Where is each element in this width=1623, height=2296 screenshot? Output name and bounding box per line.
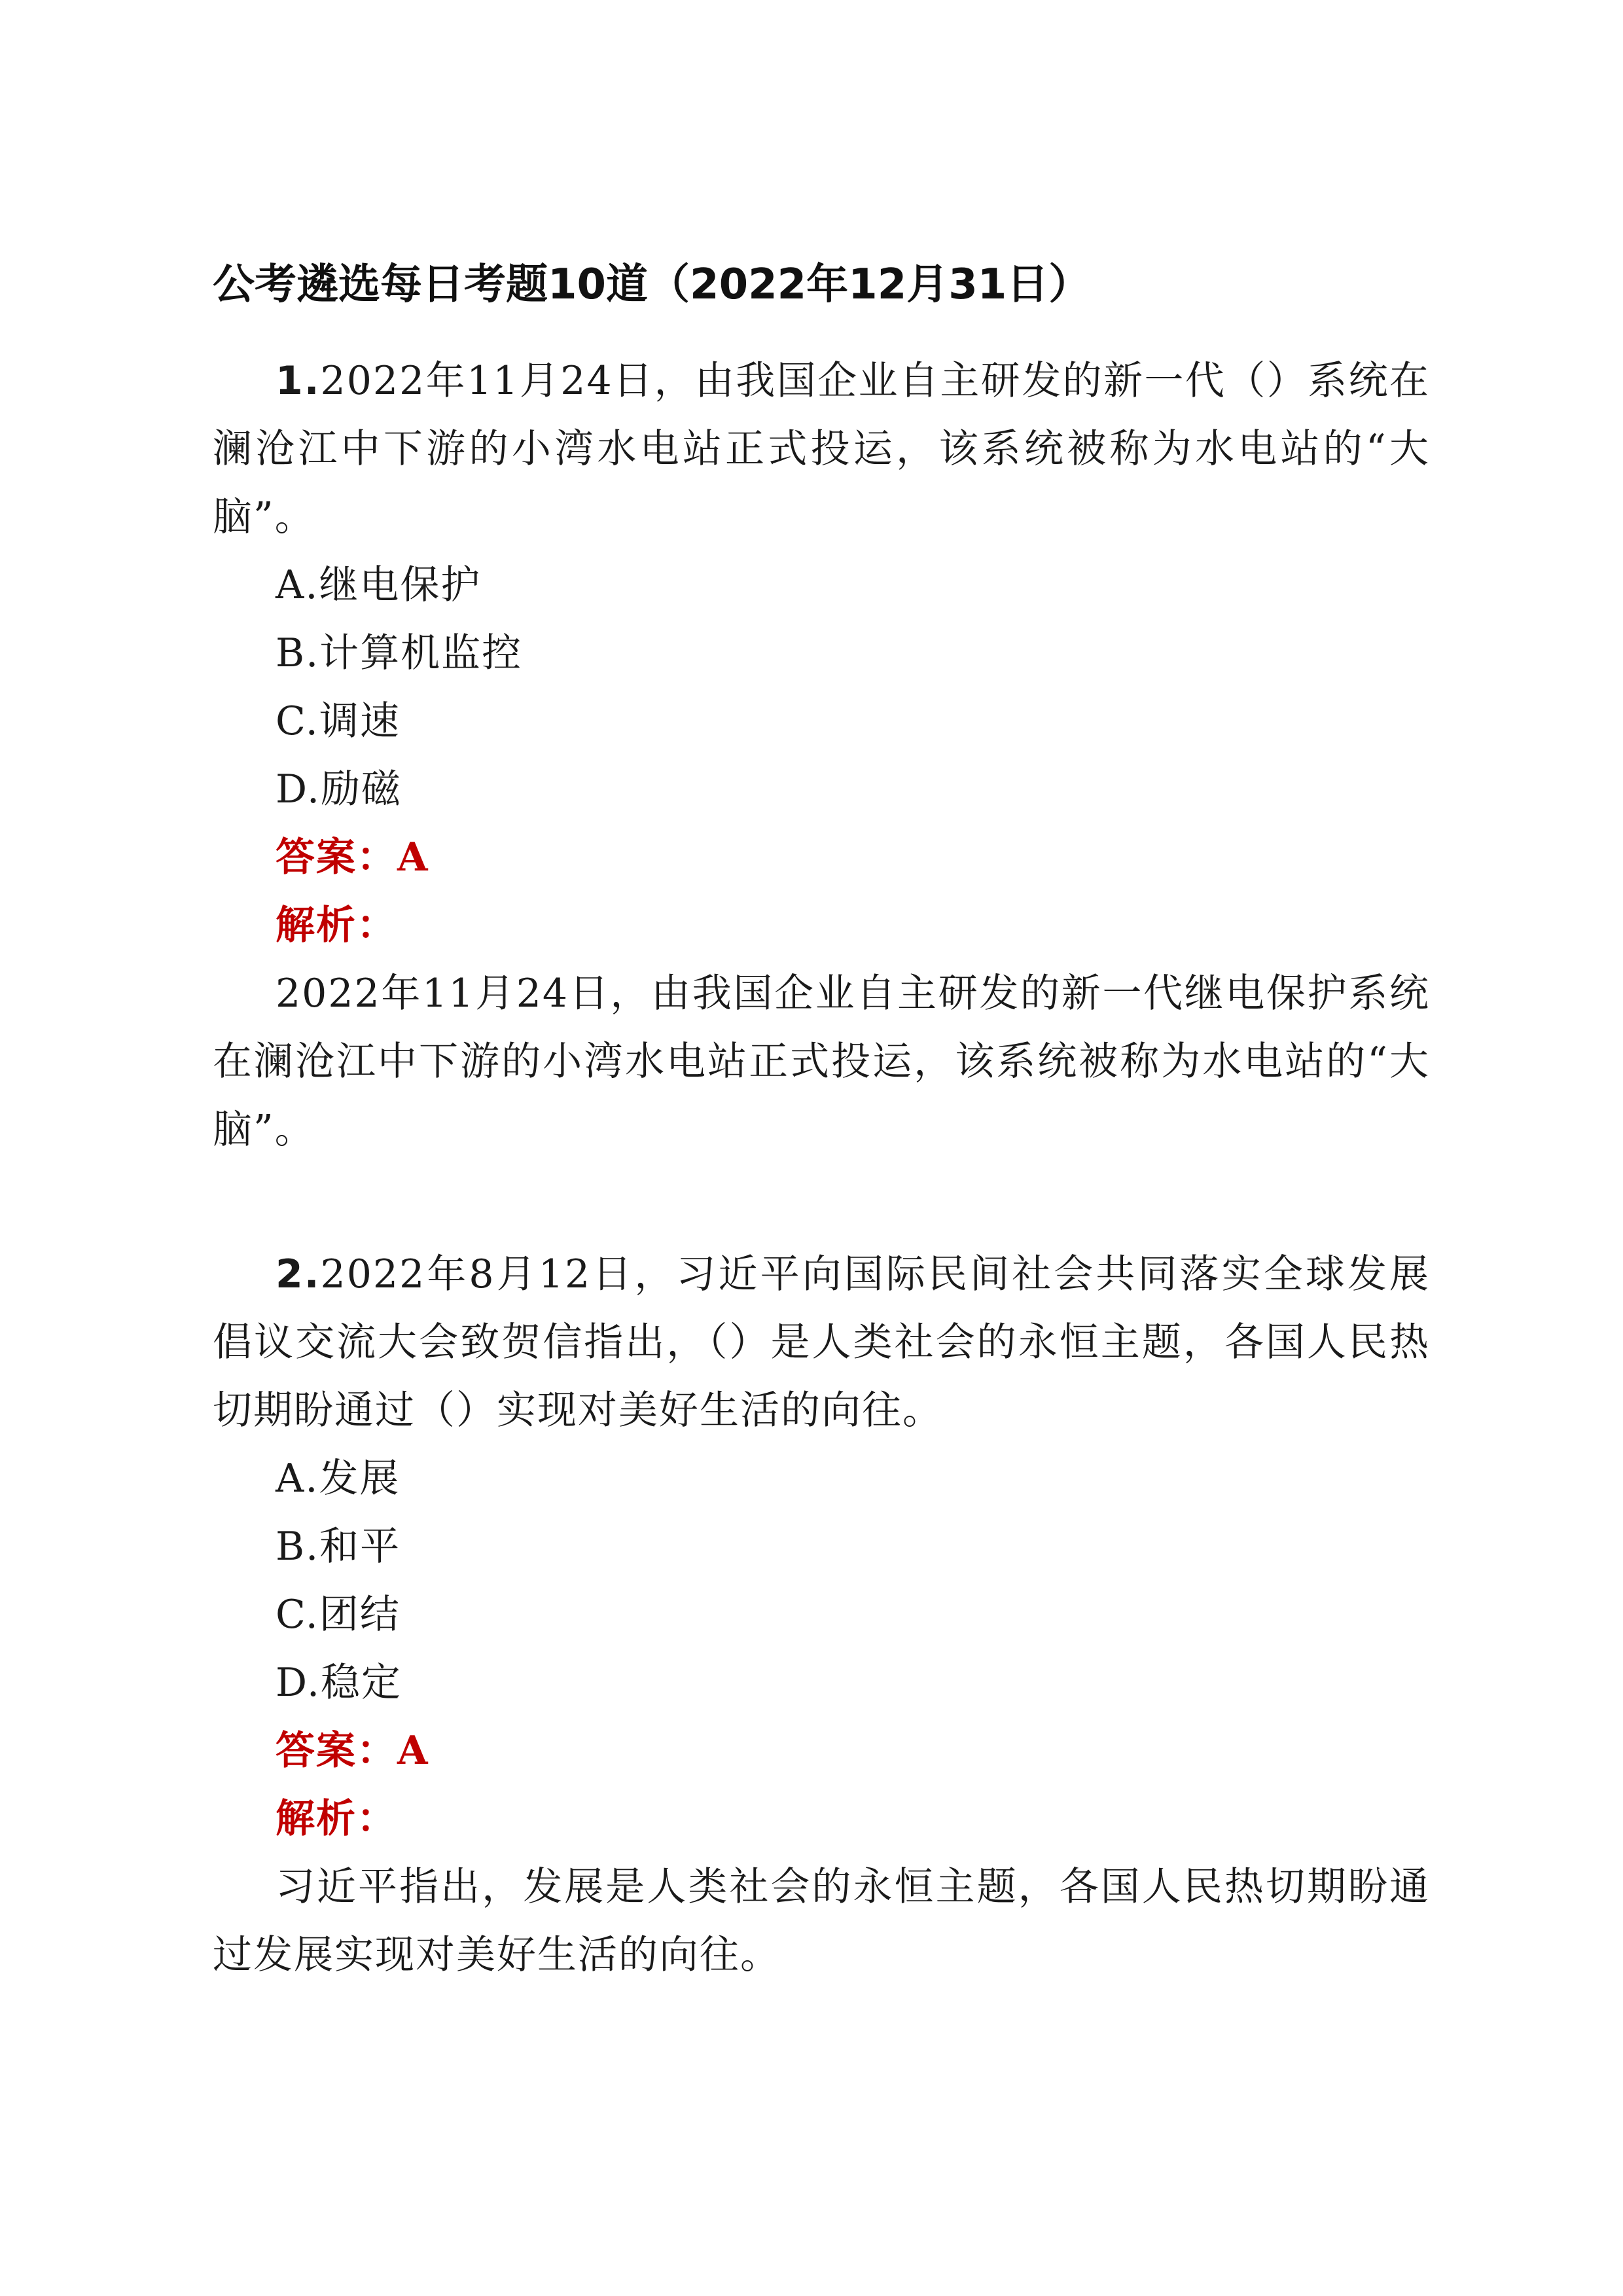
option-b: B.和平 <box>276 1524 401 1570</box>
option-a: A.继电保护 <box>276 562 482 608</box>
question-1 <box>213 347 1430 1164</box>
option-c: C.调速 <box>276 698 401 744</box>
question-number: 2. <box>276 1251 321 1297</box>
analysis-text: 2022年11月24日，由我国企业自主研发的新一代继电保护系统在澜沧江中下游的小湾水电站正式投运，该系统被称为水电站的“大脑”。 <box>213 971 1430 1153</box>
answer-line: 答案：A <box>276 834 429 880</box>
option-d: D.稳定 <box>276 1660 402 1706</box>
page-title: 公考遴选每日考题10道（2022年12月31日） <box>213 260 1091 309</box>
analysis-label: 解析： <box>276 1796 397 1842</box>
option-d: D.励磁 <box>276 766 402 812</box>
answer-line: 答案：A <box>276 1728 429 1774</box>
question-text: 2022年8月12日，习近平向国际民间社会共同落实全球发展倡议交流大会致贺信指出，（）是人类社会的永恒主题，各国人民热切期盼通过（）实现对美好生活的向往。 <box>213 1251 1430 1433</box>
question-stem <box>213 347 1430 551</box>
analysis-text: 习近平指出，发展是人类社会的永恒主题，各国人民热切期盼通过发展实现对美好生活的向往。 <box>213 1864 1430 1978</box>
question-2 <box>213 1240 1430 1989</box>
question-stem <box>213 1240 1430 1444</box>
option-b: B.计算机监控 <box>276 630 523 676</box>
question-number: 1. <box>276 358 321 404</box>
option-a: A.发展 <box>276 1456 401 1501</box>
question-text: 2022年11月24日，由我国企业自主研发的新一代（）系统在澜沧江中下游的小湾水电站正式投运，该系统被称为水电站的“大脑”。 <box>213 358 1430 540</box>
analysis-label: 解析： <box>276 903 397 948</box>
option-c: C.团结 <box>276 1592 401 1638</box>
